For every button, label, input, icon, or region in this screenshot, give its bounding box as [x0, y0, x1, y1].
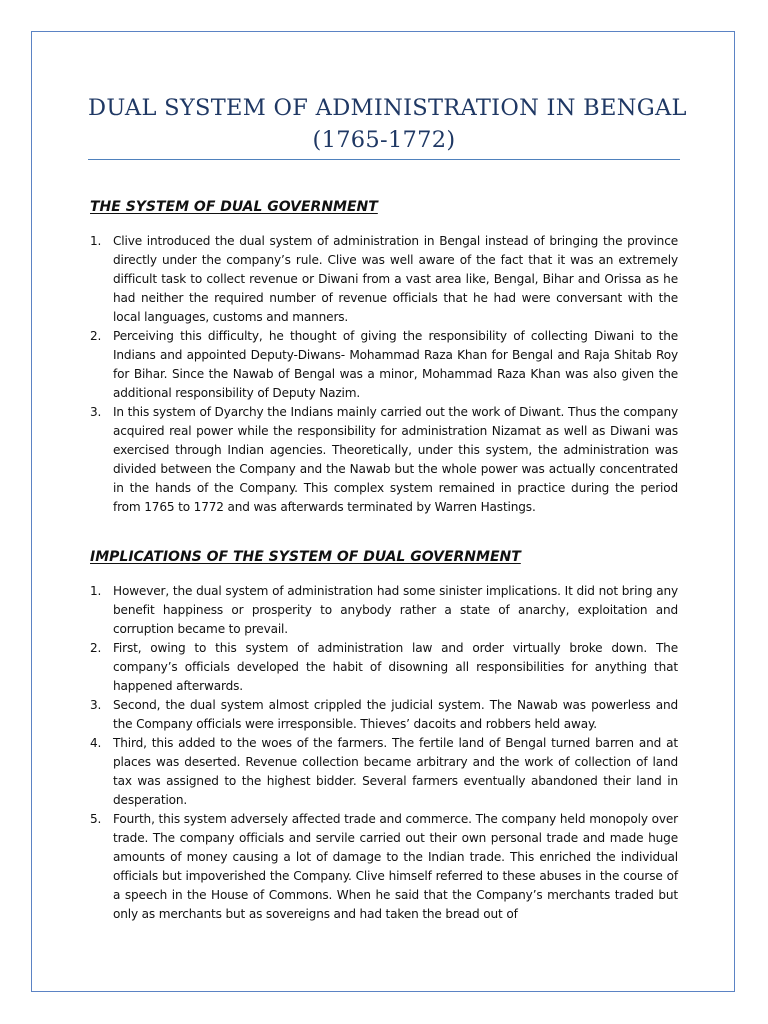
list-item-text: First, owing to this system of administration law and order virtually broke down. The company’s officials developed the habit of disowning all responsibilities for anything that happened afterwards. — [113, 641, 678, 693]
list-item — [90, 696, 678, 734]
title-line-1: DUAL SYSTEM OF ADMINISTRATION IN BENGAL — [88, 95, 687, 121]
list-item — [90, 403, 678, 517]
list-item — [90, 810, 678, 924]
list-item-number: 1. — [90, 584, 102, 598]
list-item-number: 2. — [90, 641, 102, 655]
title-divider — [88, 159, 680, 160]
list-item — [90, 734, 678, 810]
list-item-number: 1. — [90, 234, 102, 248]
title-line-2: (1765-1772) — [312, 127, 456, 153]
list-item-number: 5. — [90, 812, 102, 826]
document-title — [88, 92, 687, 156]
list-item — [90, 327, 678, 403]
implications-list — [90, 582, 678, 924]
list-item-text: Fourth, this system adversely affected trade and commerce. The company held monopoly over trade. The company officials and servile carried out their own personal trade and made huge amounts of money causing a lot of damage to the Indian trade. This enriched the individual officials but impoverished the Company. Clive himself referred to these abuses in the course of a speech in the House of Commons. When he said that the Company’s merchants traded but only as merchants but as sovereigns and had taken the bread out of — [113, 812, 678, 921]
list-item-number: 3. — [90, 405, 102, 419]
list-item — [90, 639, 678, 696]
list-item — [90, 232, 678, 327]
section-heading-dual-government: THE SYSTEM OF DUAL GOVERNMENT — [90, 199, 378, 215]
list-item-text: Clive introduced the dual system of administration in Bengal instead of bringing the province directly under the company’s rule. Clive was well aware of the fact that it was an extremely difficult task to collect revenue or Diwani from a vast area like, Bengal, Bihar and Orissa as he had neither the required number of revenue officials that he had were conversant with the local languages, customs and manners. — [113, 234, 678, 324]
list-item-text: Third, this added to the woes of the farmers. The fertile land of Bengal turned barren and at places was deserted. Revenue collection became arbitrary and the work of collection of land tax was assigned to the highest bidder. Several farmers eventually abandoned their land in desperation. — [113, 736, 678, 807]
section-heading-implications: IMPLICATIONS OF THE SYSTEM OF DUAL GOVERNMENT — [90, 549, 521, 565]
list-item-text: Second, the dual system almost crippled the judicial system. The Nawab was powerless and the Company officials were irresponsible. Thieves’ dacoits and robbers held away. — [113, 698, 678, 731]
list-item-number: 2. — [90, 329, 102, 343]
list-item-text: Perceiving this difficulty, he thought of giving the responsibility of collecting Diwani to the Indians and appointed Deputy-Diwans- Mohammad Raza Khan for Bengal and Raja Shitab Roy for Bihar. Since the Nawab of Bengal was a minor, Mohammad Raza Khan was also given the additional responsibility of Deputy Nazim. — [113, 329, 678, 400]
list-item — [90, 582, 678, 639]
list-item-text: However, the dual system of administration had some sinister implications. It did not bring any benefit happiness or prosperity to anybody rather a state of anarchy, exploitation and corruption became to prevail. — [113, 584, 678, 636]
list-item-number: 4. — [90, 736, 102, 750]
dual-government-list — [90, 232, 678, 517]
list-item-number: 3. — [90, 698, 102, 712]
list-item-text: In this system of Dyarchy the Indians mainly carried out the work of Diwant. Thus the company acquired real power while the responsibility for administration Nizamat as well as Diwani was exercised through Indian agencies. Theoretically, under this system, the administration was divided between the Company and the Nawab but the whole power was actually concentrated in the hands of the Company. This complex system remained in practice during the period from 1765 to 1772 and was afterwards terminated by Warren Hastings. — [113, 405, 678, 514]
